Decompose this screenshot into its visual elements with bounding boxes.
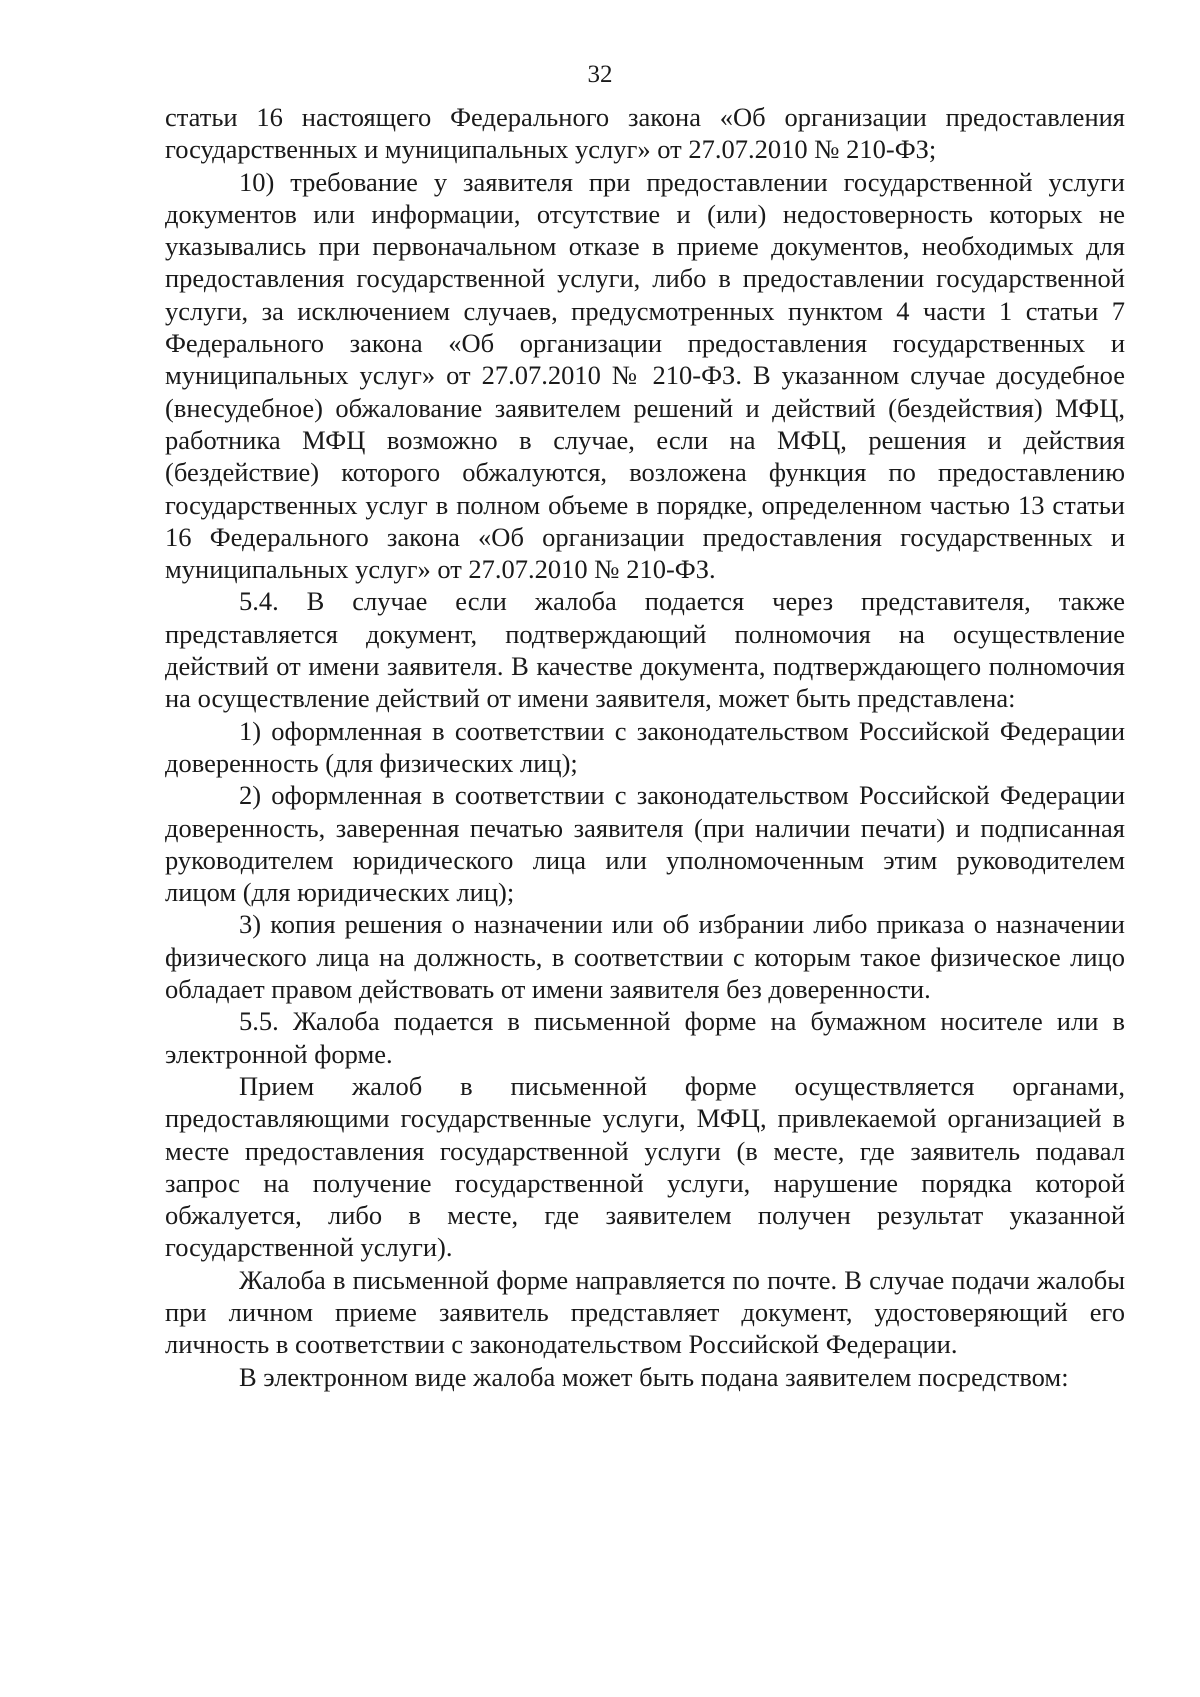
paragraph-3: 5.4. В случае если жалоба подается через представителя, также представляется документ, подтверждающий полномочия на осуществление действий от имени заявителя. В качестве документа, подтверждающего полномочия на осуществление действий от имени заявителя, может быть представлена:	[165, 586, 1125, 714]
paragraph-9: Жалоба в письменной форме направляется по почте. В случае подачи жалобы при личном приеме заявитель представляет документ, удостоверяющий его личность в соответствии с законодательством Российской Федерации.	[165, 1264, 1125, 1360]
paragraph-1: статьи 16 настоящего Федерального закона «Об организации предоставления государственных и муниципальных услуг» от 27.07.2010 № 210-ФЗ;	[165, 102, 1125, 165]
document-body	[165, 101, 1125, 1393]
paragraph-10: В электронном виде жалоба может быть подана заявителем посредством:	[239, 1361, 1069, 1392]
paragraph-2: 10) требование у заявителя при предоставлении государственной услуги документов или информации, отсутствие и (или) недостоверность которых не указывались при первоначальном отказе в приеме документов, необходимых для предоставления государственной услуги, либо в предоставлении государственной услуги, за исключением случаев, предусмотренных пунктом 4 части 1 статьи 7 Федерального закона «Об организации предоставления государственных и муниципальных услуг» от 27.07.2010 № 210-ФЗ. В указанном случае досудебное (внесудебное) обжалование заявителем решений и действий (бездействия) МФЦ, работника МФЦ возможно в случае, если на МФЦ, решения и действия (бездействие) которого обжалуются, возложена функция по предоставлению государственных услуг в полном объеме в порядке, определенном частью 13 статьи 16 Федерального закона «Об организации предоставления государственных и муниципальных услуг» от 27.07.2010 № 210-ФЗ.	[165, 166, 1125, 585]
paragraph-8: Прием жалоб в письменной форме осуществляется органами, предоставляющими государственные услуги, МФЦ, привлекаемой организацией в месте предоставления государственной услуги (в месте, где заявитель подавал запрос на получение государственной услуги, нарушение порядка которой обжалуется, либо в месте, где заявителем получен результат указанной государственной услуги).	[165, 1070, 1125, 1263]
paragraph-4: 1) оформленная в соответствии с законодательством Российской Федерации доверенность (для физических лиц);	[165, 715, 1125, 778]
paragraph-7: 5.5. Жалоба подается в письменной форме на бумажном носителе или в электронной форме.	[165, 1006, 1125, 1069]
paragraph-5: 2) оформленная в соответствии с законодательством Российской Федерации доверенность, заверенная печатью заявителя (при наличии печати) и подписанная руководителем юридического лица или уполномоченным этим руководителем лицом (для юридических лиц);	[165, 780, 1125, 908]
page-number: 32	[587, 61, 613, 88]
paragraph-6: 3) копия решения о назначении или об избрании либо приказа о назначении физического лица на должность, в соответствии с которым такое физическое лицо обладает правом действовать от имени заявителя без доверенности.	[165, 909, 1125, 1005]
